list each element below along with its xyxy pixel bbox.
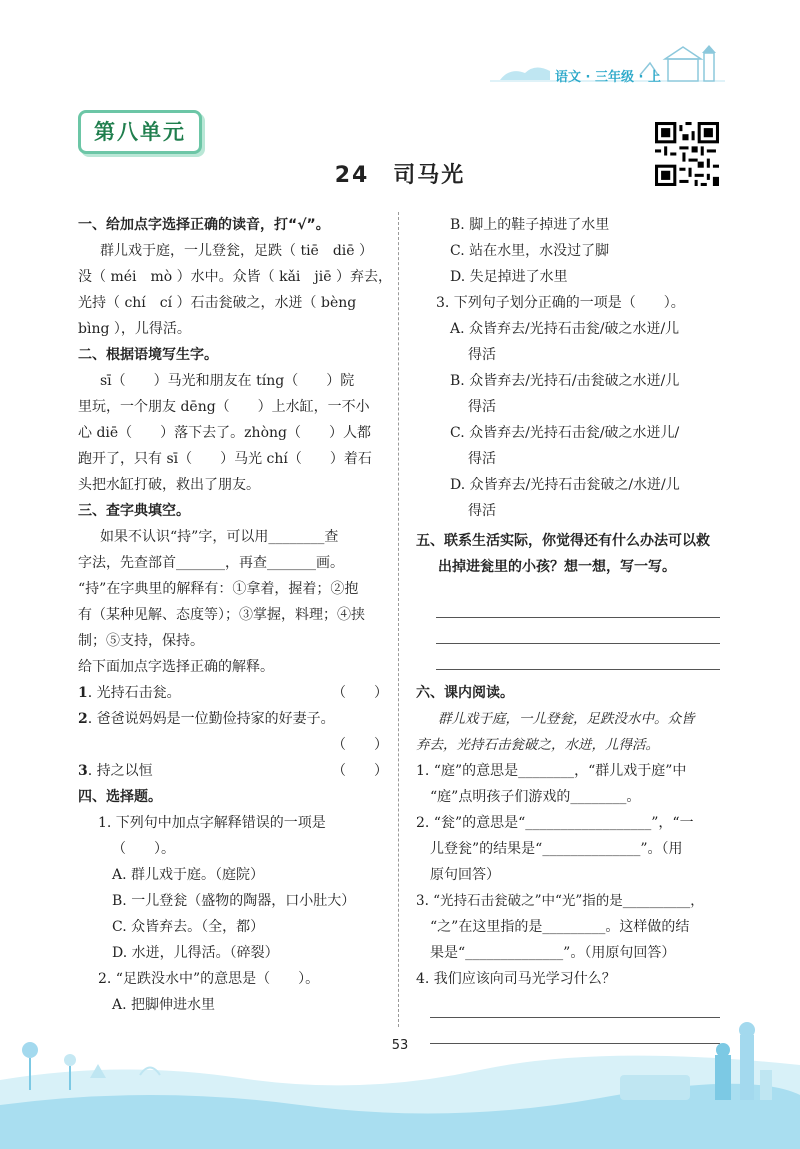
q3-option-cont: 得活	[468, 451, 496, 467]
answer-blank[interactable]: （ ）	[332, 685, 388, 701]
s6-q4-line: 4. 我们应该向司马光学习什么？	[416, 971, 616, 987]
s6-q1-line: 1. “庭”的意思是________，“群儿戏于庭”中	[416, 763, 687, 779]
section3-title: 三、查字典填空。	[78, 503, 190, 519]
section1-line: 没（ méi mò ）水中。众皆（ kǎi jiē ）弃去，	[78, 269, 392, 285]
q3-option[interactable]: D. 众皆弃去/光持石击瓮破之/水迸/儿	[450, 477, 680, 493]
section3-line: 给下面加点字选择正确的解释。	[78, 659, 274, 675]
answer-blank[interactable]: （ ）	[332, 763, 388, 779]
writing-line[interactable]	[436, 618, 720, 644]
s6-q2-line: 原句回答）	[430, 867, 500, 883]
q3-option-cont: 得活	[468, 503, 496, 519]
bottom-wave-decoration-icon	[0, 1020, 800, 1149]
unit-badge	[78, 110, 202, 154]
s6-q3-line: “之”在这里指的是_________。这样做的结	[430, 919, 690, 935]
item-text: . 爸爸说妈妈是一位勤俭持家的好妻子。	[87, 711, 335, 727]
section3-line: 如果不认识“持”字，可以用________查	[100, 529, 339, 545]
item-text: . 光持石击瓮。	[87, 685, 181, 701]
q3-option[interactable]: B. 众皆弃去/光持石/击瓮破之水迸/儿	[450, 373, 680, 389]
section2-line: 头把水缸打破，救出了朋友。	[78, 477, 260, 493]
s6-q2-line: 儿登瓮”的结果是“______________”。（用	[430, 841, 683, 857]
q3-option-cont: 得活	[468, 347, 496, 363]
passage-line: 群儿戏于庭，一儿登瓮，足跌没水中。众皆	[438, 711, 695, 727]
q1-stem: 1. 下列句中加点字解释错误的一项是	[98, 815, 326, 831]
lesson-title: 24 司马光	[334, 163, 466, 188]
q2-stem: 2. “足跌没水中”的意思是（ ）。	[98, 971, 320, 987]
q2-option[interactable]: A. 把脚伸进水里	[112, 997, 216, 1013]
section3-line: 有（某种见解、态度等）；③掌握，料理；④挟	[78, 607, 365, 623]
page-number: 53	[391, 1038, 409, 1053]
right-column	[416, 212, 726, 1044]
writing-line[interactable]	[430, 992, 720, 1018]
header-subject: 语文 · 三年级 · 上	[555, 70, 661, 85]
item-text: . 持之以恒	[87, 763, 153, 779]
section4-title: 四、选择题。	[78, 789, 162, 805]
section3-item	[78, 680, 388, 706]
section3-item	[78, 758, 388, 784]
s6-q3-line: 果是“______________”。（用原句回答）	[430, 945, 676, 961]
q1-option[interactable]: D. 水迸，儿得活。（碎裂）	[112, 945, 279, 961]
left-column	[78, 212, 392, 1018]
section3-item-paren	[78, 732, 388, 758]
section1-line: 光持（ chí cí ）石击瓮破之，水迸（ bèng	[78, 295, 357, 311]
q1-option[interactable]: C. 众皆弃去。（全，都）	[112, 919, 265, 935]
q1-option[interactable]: B. 一儿登瓮（盛物的陶器，口小肚大）	[112, 893, 356, 909]
item-number: 2	[78, 711, 88, 727]
section2-line: sī（ ）马光和朋友在 tíng（ ）院	[100, 373, 355, 389]
section1-line: 群儿戏于庭，一儿登瓮，足跌（ tiē diē ）	[100, 243, 374, 259]
section3-line: “持”在字典里的解释有：①拿着，握着；②抱	[78, 581, 359, 597]
s6-q1-line: “庭”点明孩子们游戏的________。	[430, 789, 641, 805]
section5-title: 五、联系生活实际，你觉得还有什么办法可以救	[416, 533, 710, 549]
q2-option[interactable]: B. 脚上的鞋子掉进了水里	[450, 217, 610, 233]
section1-line: bìng ），儿得活。	[78, 321, 191, 337]
q2-option[interactable]: D. 失足掉进了水里	[450, 269, 568, 285]
item-number: 3	[78, 763, 88, 779]
section2-line: 里玩，一个朋友 dēng（ ）上水缸，一不小	[78, 399, 370, 415]
section2-line: 心 diē（ ）落下去了。zhòng（ ）人都	[78, 425, 371, 441]
q1-stem: （ ）。	[112, 841, 175, 857]
s6-q3-line: 3. “光持石击瓮破之”中“光”指的是__________，	[416, 893, 704, 909]
section3-line: 字法，先查部首_______，再查_______画。	[78, 555, 344, 571]
passage-line: 弃去，光持石击瓮破之，水迸，儿得活。	[416, 737, 659, 753]
q3-stem: 3. 下列句子划分正确的一项是（ ）。	[436, 295, 685, 311]
item-number: 1	[78, 685, 88, 701]
s6-q2-line: 2. “瓮”的意思是“__________________”，“一	[416, 815, 694, 831]
column-divider	[398, 212, 399, 1027]
section2-title: 二、根据语境写生字。	[78, 347, 218, 363]
answer-blank[interactable]: （ ）	[332, 737, 388, 753]
writing-line[interactable]	[436, 644, 720, 670]
qr-code-icon[interactable]	[655, 122, 719, 186]
q3-option[interactable]: A. 众皆弃去/光持石击瓮/破之水迸/儿	[450, 321, 680, 337]
q3-option-cont: 得活	[468, 399, 496, 415]
q1-option[interactable]: A. 群儿戏于庭。（庭院）	[112, 867, 265, 883]
section3-line: 制；⑤支持，保持。	[78, 633, 204, 649]
q3-option[interactable]: C. 众皆弃去/光持石击瓮/破之水迸儿/	[450, 425, 680, 441]
writing-line[interactable]	[436, 592, 720, 618]
section6-title: 六、课内阅读。	[416, 685, 514, 701]
section2-line: 跑开了，只有 sī（ ）马光 chí（ ）着石	[78, 451, 372, 467]
unit-badge-text: 第八单元	[94, 120, 186, 144]
q2-option[interactable]: C. 站在水里，水没过了脚	[450, 243, 610, 259]
section1-title: 一、给加点字选择正确的读音，打“√”。	[78, 217, 330, 233]
section5-title: 出掉进瓮里的小孩？想一想，写一写。	[438, 559, 676, 575]
section3-item	[78, 706, 388, 732]
